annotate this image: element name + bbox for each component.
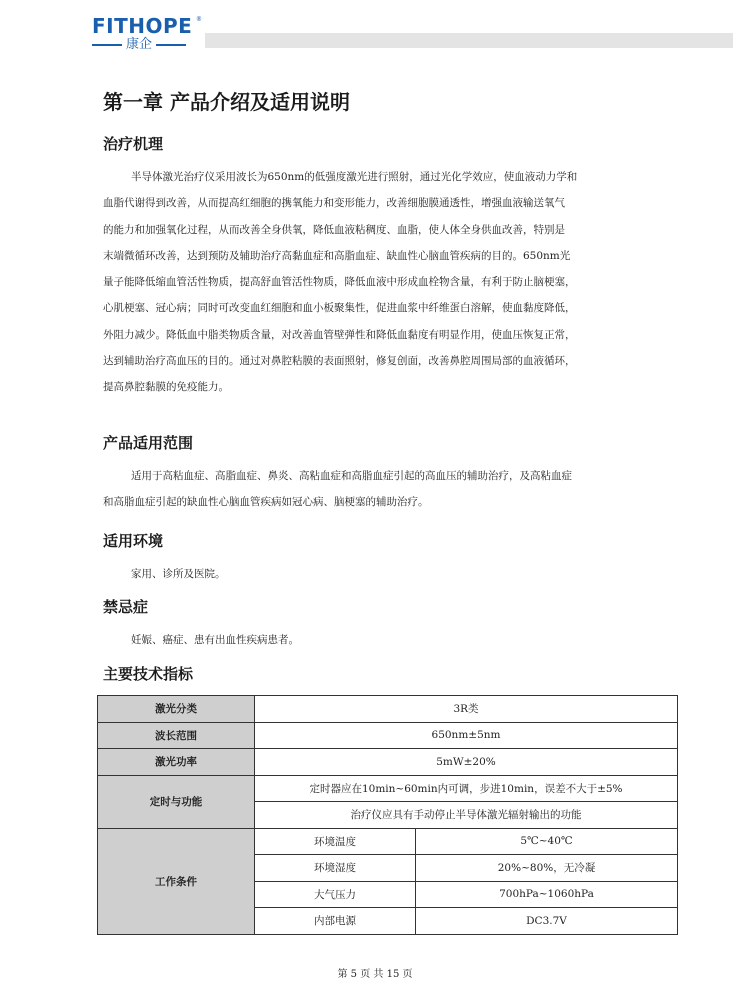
condition-value: 700hPa~1060hPa	[416, 881, 678, 908]
paragraph-scope	[103, 463, 678, 516]
table-row	[98, 775, 678, 802]
chapter-title: 第一章 产品介绍及适用说明	[103, 90, 350, 114]
company-logo	[92, 14, 202, 52]
logo-english: FITHOPE	[92, 14, 193, 38]
logo-right-line	[156, 44, 186, 46]
section-title-contraindications: 禁忌症	[103, 598, 149, 616]
spec-value: 650nm±5nm	[255, 722, 678, 749]
logo-chinese-row	[92, 38, 202, 52]
paragraph-line: 心肌梗塞、冠心病；同时可改变血红细胞和血小板聚集性，促进血浆中纤维蛋白溶解，使血黏度降低，	[103, 302, 576, 315]
spec-value: 定时器应在10min~60min内可调，步进10min，误差不大于±5%	[255, 775, 678, 802]
paragraph-line: 提高鼻腔黏膜的免疫能力。	[103, 381, 229, 394]
section-title-mechanism: 治疗机理	[103, 135, 164, 153]
table-row	[98, 696, 678, 723]
paragraph-line: 末端微循环改善，达到预防及辅助治疗高黏血症和高脂血症、缺血性心脑血管疾病的目的。650nm光	[103, 249, 571, 262]
spec-label: 激光分类	[98, 696, 255, 723]
section-title-environment: 适用环境	[103, 532, 164, 550]
paragraph-line: 外阻力减少。降低血中脂类物质含量，对改善血管壁弹性和降低血黏度有明显作用，使血压恢复正常，	[103, 328, 576, 341]
section-title-specs: 主要技术指标	[103, 665, 194, 683]
spec-label: 激光功率	[98, 749, 255, 776]
paragraph-line: 血脂代谢得到改善，从而提高红细胞的携氧能力和变形能力，改善细胞膜通透性，增强血液输送氧气	[103, 197, 565, 210]
logo-registered-mark: ®	[196, 16, 202, 23]
paragraph-line: 和高脂血症引起的缺血性心脑血管疾病如冠心病、脑梗塞的辅助治疗。	[103, 496, 429, 509]
condition-value: DC3.7V	[416, 908, 678, 935]
paragraph-line: 达到辅助治疗高血压的目的。通过对鼻腔粘膜的表面照射，修复创面，改善鼻腔周围局部的血液循环，	[103, 355, 576, 368]
logo-left-line	[92, 44, 122, 46]
paragraph-line: 适用于高粘血症、高脂血症、鼻炎、高粘血症和高脂血症引起的高血压的辅助治疗，及高粘血症	[131, 470, 572, 482]
section-title-scope: 产品适用范围	[103, 434, 194, 452]
table-row	[98, 828, 678, 855]
table-row	[98, 749, 678, 776]
spec-value: 5mW±20%	[255, 749, 678, 776]
condition-name: 内部电源	[255, 908, 416, 935]
spec-table	[97, 695, 678, 935]
spec-label: 工作条件	[98, 828, 255, 934]
paragraph-contraindications	[103, 627, 678, 653]
spec-value: 3R类	[255, 696, 678, 723]
paragraph-line: 家用、诊所及医院。	[131, 568, 226, 580]
spec-value: 治疗仪应具有手动停止半导体激光辐射输出的功能	[255, 802, 678, 829]
paragraph-mechanism	[103, 164, 678, 401]
paragraph-line: 妊娠、癌症、患有出血性疾病患者。	[131, 634, 299, 646]
paragraph-line: 量子能降低缩血管活性物质，提高舒血管活性物质，降低血液中形成血栓物含量，有利于防止脑梗塞，	[103, 276, 576, 289]
condition-name: 大气压力	[255, 881, 416, 908]
spec-label: 定时与功能	[98, 775, 255, 828]
condition-name: 环境湿度	[255, 855, 416, 882]
header-bar	[205, 33, 733, 48]
condition-value: 20%~80%，无冷凝	[416, 855, 678, 882]
condition-name: 环境温度	[255, 828, 416, 855]
spec-label: 波长范围	[98, 722, 255, 749]
page-number: 第 5 页 共 15 页	[337, 969, 413, 980]
paragraph-line: 的能力和加强氧化过程，从而改善全身供氧，降低血液粘稠度、血脂，使人体全身供血改善，特别是	[103, 223, 565, 236]
logo-chinese: 康企	[126, 37, 153, 52]
paragraph-line: 半导体激光治疗仪采用波长为650nm的低强度激光进行照射，通过光化学效应，使血液动力学和	[131, 171, 578, 183]
condition-value: 5℃~40℃	[416, 828, 678, 855]
table-row	[98, 722, 678, 749]
paragraph-environment	[103, 561, 678, 587]
